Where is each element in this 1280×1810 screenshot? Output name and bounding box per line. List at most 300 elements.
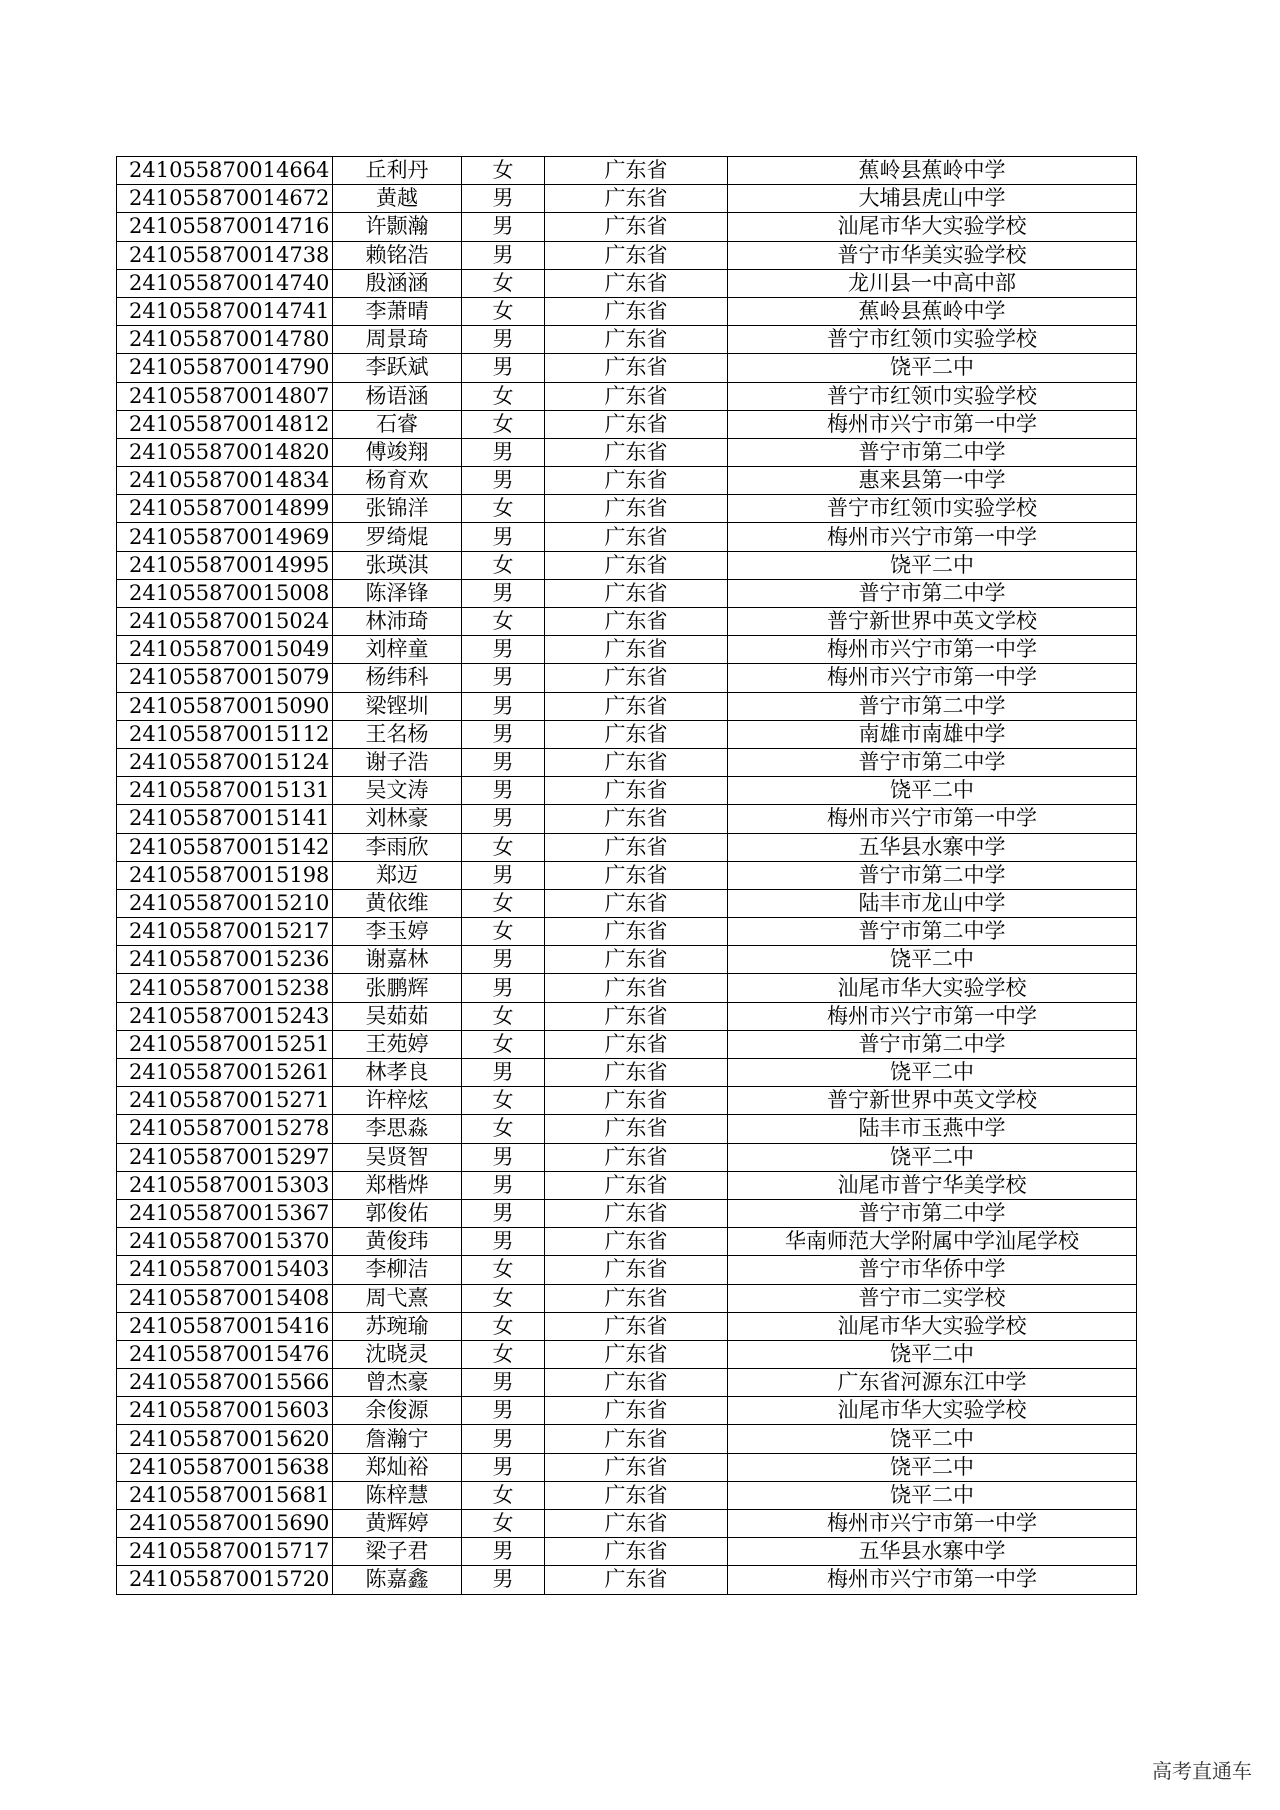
cell-gender: 男 (462, 579, 545, 607)
cell-student-name: 周弋熹 (333, 1284, 462, 1312)
cell-province: 广东省 (545, 467, 728, 495)
cell-student-name: 李雨欣 (333, 833, 462, 861)
table-row (117, 382, 1137, 410)
cell-gender: 女 (462, 297, 545, 325)
cell-province: 广东省 (545, 523, 728, 551)
cell-school: 饶平二中 (728, 946, 1137, 974)
cell-student-name: 李柳洁 (333, 1256, 462, 1284)
table-row (117, 1030, 1137, 1058)
cell-student-name: 曾杰豪 (333, 1369, 462, 1397)
table-row (117, 777, 1137, 805)
cell-province: 广东省 (545, 1284, 728, 1312)
cell-student-name: 刘梓童 (333, 636, 462, 664)
cell-province: 广东省 (545, 974, 728, 1002)
cell-province: 广东省 (545, 1481, 728, 1509)
cell-student-name: 吴茹茹 (333, 1002, 462, 1030)
cell-exam-number: 241055870014740 (117, 269, 333, 297)
cell-gender: 女 (462, 918, 545, 946)
cell-gender: 女 (462, 1087, 545, 1115)
cell-gender: 男 (462, 974, 545, 1002)
student-list-body (117, 157, 1137, 1595)
cell-school: 蕉岭县蕉岭中学 (728, 297, 1137, 325)
table-row (117, 1481, 1137, 1509)
cell-student-name: 张鹏辉 (333, 974, 462, 1002)
cell-school: 梅州市兴宁市第一中学 (728, 410, 1137, 438)
cell-exam-number: 241055870015236 (117, 946, 333, 974)
cell-school: 五华县水寨中学 (728, 1538, 1137, 1566)
cell-school: 饶平二中 (728, 1453, 1137, 1481)
cell-province: 广东省 (545, 636, 728, 664)
cell-school: 普宁市第二中学 (728, 692, 1137, 720)
watermark-text: 高考直通车 (1152, 1759, 1252, 1783)
cell-gender: 女 (462, 1115, 545, 1143)
table-row (117, 241, 1137, 269)
cell-exam-number: 241055870015238 (117, 974, 333, 1002)
cell-gender: 男 (462, 1538, 545, 1566)
cell-exam-number: 241055870015278 (117, 1115, 333, 1143)
cell-student-name: 谢嘉林 (333, 946, 462, 974)
table-row (117, 720, 1137, 748)
table-row (117, 1171, 1137, 1199)
cell-student-name: 黄越 (333, 185, 462, 213)
cell-student-name: 苏琬瑜 (333, 1312, 462, 1340)
cell-exam-number: 241055870015408 (117, 1284, 333, 1312)
cell-school: 惠来县第一中学 (728, 467, 1137, 495)
student-list-table (116, 156, 1137, 1595)
cell-exam-number: 241055870015049 (117, 636, 333, 664)
cell-gender: 男 (462, 1369, 545, 1397)
table-row (117, 664, 1137, 692)
cell-student-name: 罗绮焜 (333, 523, 462, 551)
cell-exam-number: 241055870015603 (117, 1397, 333, 1425)
table-row (117, 1059, 1137, 1087)
cell-exam-number: 241055870015403 (117, 1256, 333, 1284)
cell-province: 广东省 (545, 1143, 728, 1171)
table-row (117, 354, 1137, 382)
cell-exam-number: 241055870015024 (117, 608, 333, 636)
cell-school: 陆丰市龙山中学 (728, 889, 1137, 917)
table-row (117, 495, 1137, 523)
cell-gender: 女 (462, 551, 545, 579)
cell-gender: 女 (462, 269, 545, 297)
table-row (117, 1397, 1137, 1425)
cell-school: 普宁新世界中英文学校 (728, 1087, 1137, 1115)
cell-exam-number: 241055870015638 (117, 1453, 333, 1481)
cell-student-name: 杨语涵 (333, 382, 462, 410)
cell-exam-number: 241055870015090 (117, 692, 333, 720)
cell-province: 广东省 (545, 241, 728, 269)
cell-exam-number: 241055870014741 (117, 297, 333, 325)
table-row (117, 608, 1137, 636)
cell-student-name: 余俊源 (333, 1397, 462, 1425)
cell-province: 广东省 (545, 861, 728, 889)
table-row (117, 523, 1137, 551)
cell-student-name: 傅竣翔 (333, 438, 462, 466)
table-row (117, 297, 1137, 325)
cell-exam-number: 241055870015217 (117, 918, 333, 946)
cell-exam-number: 241055870015620 (117, 1425, 333, 1453)
table-row (117, 579, 1137, 607)
cell-exam-number: 241055870015367 (117, 1199, 333, 1227)
cell-exam-number: 241055870015251 (117, 1030, 333, 1058)
cell-gender: 男 (462, 748, 545, 776)
cell-gender: 男 (462, 1059, 545, 1087)
cell-gender: 男 (462, 636, 545, 664)
cell-exam-number: 241055870015142 (117, 833, 333, 861)
table-row (117, 692, 1137, 720)
cell-gender: 男 (462, 1199, 545, 1227)
cell-exam-number: 241055870015141 (117, 805, 333, 833)
table-row (117, 1115, 1137, 1143)
cell-school: 汕尾市华大实验学校 (728, 1397, 1137, 1425)
cell-school: 蕉岭县蕉岭中学 (728, 157, 1137, 185)
cell-student-name: 梁子君 (333, 1538, 462, 1566)
table-row (117, 833, 1137, 861)
cell-province: 广东省 (545, 326, 728, 354)
table-row (117, 1256, 1137, 1284)
cell-exam-number: 241055870015261 (117, 1059, 333, 1087)
cell-exam-number: 241055870015124 (117, 748, 333, 776)
cell-exam-number: 241055870015416 (117, 1312, 333, 1340)
cell-school: 普宁市第二中学 (728, 861, 1137, 889)
cell-gender: 女 (462, 1340, 545, 1368)
cell-exam-number: 241055870014790 (117, 354, 333, 382)
cell-exam-number: 241055870014664 (117, 157, 333, 185)
cell-school: 普宁市第二中学 (728, 918, 1137, 946)
table-row (117, 1002, 1137, 1030)
cell-student-name: 陈泽锋 (333, 579, 462, 607)
table-row (117, 1284, 1137, 1312)
cell-school: 饶平二中 (728, 1481, 1137, 1509)
cell-student-name: 张瑛淇 (333, 551, 462, 579)
cell-exam-number: 241055870015112 (117, 720, 333, 748)
table-row (117, 918, 1137, 946)
table-row (117, 636, 1137, 664)
cell-student-name: 黄辉婷 (333, 1510, 462, 1538)
cell-school: 普宁市华美实验学校 (728, 241, 1137, 269)
cell-school: 普宁市华侨中学 (728, 1256, 1137, 1284)
cell-school: 饶平二中 (728, 1143, 1137, 1171)
cell-province: 广东省 (545, 1171, 728, 1199)
cell-province: 广东省 (545, 1228, 728, 1256)
cell-student-name: 詹瀚宁 (333, 1425, 462, 1453)
table-row (117, 213, 1137, 241)
cell-exam-number: 241055870015681 (117, 1481, 333, 1509)
cell-school: 梅州市兴宁市第一中学 (728, 1510, 1137, 1538)
table-row (117, 1425, 1137, 1453)
cell-province: 广东省 (545, 664, 728, 692)
cell-student-name: 郑迈 (333, 861, 462, 889)
cell-school: 汕尾市华大实验学校 (728, 974, 1137, 1002)
cell-student-name: 殷涵涵 (333, 269, 462, 297)
cell-student-name: 王苑婷 (333, 1030, 462, 1058)
cell-province: 广东省 (545, 1397, 728, 1425)
cell-exam-number: 241055870014995 (117, 551, 333, 579)
table-row (117, 861, 1137, 889)
cell-province: 广东省 (545, 1538, 728, 1566)
cell-exam-number: 241055870014969 (117, 523, 333, 551)
cell-province: 广东省 (545, 1115, 728, 1143)
cell-gender: 男 (462, 720, 545, 748)
cell-student-name: 周景琦 (333, 326, 462, 354)
cell-student-name: 郑楷烨 (333, 1171, 462, 1199)
cell-exam-number: 241055870015717 (117, 1538, 333, 1566)
cell-exam-number: 241055870015566 (117, 1369, 333, 1397)
cell-school: 普宁市第二中学 (728, 1030, 1137, 1058)
cell-school: 梅州市兴宁市第一中学 (728, 1566, 1137, 1594)
cell-province: 广东省 (545, 410, 728, 438)
table-row (117, 1143, 1137, 1171)
cell-student-name: 郑灿裕 (333, 1453, 462, 1481)
cell-school: 普宁市二实学校 (728, 1284, 1137, 1312)
table-row (117, 1199, 1137, 1227)
cell-province: 广东省 (545, 1087, 728, 1115)
table-row (117, 889, 1137, 917)
cell-gender: 男 (462, 1453, 545, 1481)
cell-school: 普宁市红领巾实验学校 (728, 382, 1137, 410)
table-row (117, 438, 1137, 466)
cell-exam-number: 241055870014672 (117, 185, 333, 213)
cell-school: 普宁市红领巾实验学校 (728, 495, 1137, 523)
table-row (117, 946, 1137, 974)
cell-province: 广东省 (545, 1340, 728, 1368)
cell-school: 南雄市南雄中学 (728, 720, 1137, 748)
cell-school: 普宁市红领巾实验学校 (728, 326, 1137, 354)
table-row (117, 1228, 1137, 1256)
cell-exam-number: 241055870015271 (117, 1087, 333, 1115)
table-row (117, 1538, 1137, 1566)
cell-gender: 男 (462, 1143, 545, 1171)
cell-gender: 男 (462, 1425, 545, 1453)
cell-school: 汕尾市华大实验学校 (728, 213, 1137, 241)
cell-province: 广东省 (545, 608, 728, 636)
cell-exam-number: 241055870015243 (117, 1002, 333, 1030)
cell-school: 龙川县一中高中部 (728, 269, 1137, 297)
cell-gender: 女 (462, 1312, 545, 1340)
table-row (117, 1340, 1137, 1368)
cell-gender: 女 (462, 833, 545, 861)
cell-school: 饶平二中 (728, 1059, 1137, 1087)
cell-gender: 男 (462, 861, 545, 889)
cell-gender: 女 (462, 382, 545, 410)
cell-student-name: 丘利丹 (333, 157, 462, 185)
cell-exam-number: 241055870014807 (117, 382, 333, 410)
cell-province: 广东省 (545, 1425, 728, 1453)
cell-exam-number: 241055870015210 (117, 889, 333, 917)
table-row (117, 1566, 1137, 1594)
cell-school: 普宁市第二中学 (728, 579, 1137, 607)
cell-school: 五华县水寨中学 (728, 833, 1137, 861)
cell-exam-number: 241055870014738 (117, 241, 333, 269)
cell-exam-number: 241055870015476 (117, 1340, 333, 1368)
cell-province: 广东省 (545, 889, 728, 917)
cell-province: 广东省 (545, 269, 728, 297)
cell-student-name: 陈嘉鑫 (333, 1566, 462, 1594)
cell-student-name: 黄俊玮 (333, 1228, 462, 1256)
cell-gender: 女 (462, 889, 545, 917)
cell-gender: 男 (462, 1397, 545, 1425)
cell-province: 广东省 (545, 382, 728, 410)
cell-school: 汕尾市普宁华美学校 (728, 1171, 1137, 1199)
cell-exam-number: 241055870015131 (117, 777, 333, 805)
cell-student-name: 石睿 (333, 410, 462, 438)
cell-school: 饶平二中 (728, 354, 1137, 382)
cell-exam-number: 241055870014834 (117, 467, 333, 495)
cell-province: 广东省 (545, 918, 728, 946)
cell-gender: 女 (462, 1481, 545, 1509)
cell-gender: 女 (462, 1002, 545, 1030)
cell-gender: 男 (462, 1171, 545, 1199)
cell-school: 梅州市兴宁市第一中学 (728, 664, 1137, 692)
cell-gender: 女 (462, 410, 545, 438)
cell-school: 汕尾市华大实验学校 (728, 1312, 1137, 1340)
cell-province: 广东省 (545, 1199, 728, 1227)
cell-school: 饶平二中 (728, 1340, 1137, 1368)
table-row (117, 157, 1137, 185)
cell-gender: 女 (462, 495, 545, 523)
cell-province: 广东省 (545, 833, 728, 861)
cell-province: 广东省 (545, 1453, 728, 1481)
cell-exam-number: 241055870015370 (117, 1228, 333, 1256)
cell-school: 梅州市兴宁市第一中学 (728, 1002, 1137, 1030)
cell-student-name: 许颢瀚 (333, 213, 462, 241)
cell-gender: 男 (462, 777, 545, 805)
cell-gender: 男 (462, 664, 545, 692)
cell-school: 普宁市第二中学 (728, 1199, 1137, 1227)
cell-gender: 男 (462, 241, 545, 269)
table-row (117, 467, 1137, 495)
cell-province: 广东省 (545, 1002, 728, 1030)
cell-student-name: 梁铿圳 (333, 692, 462, 720)
cell-gender: 男 (462, 326, 545, 354)
cell-gender: 女 (462, 1284, 545, 1312)
cell-gender: 男 (462, 946, 545, 974)
cell-exam-number: 241055870015690 (117, 1510, 333, 1538)
cell-exam-number: 241055870014899 (117, 495, 333, 523)
cell-province: 广东省 (545, 720, 728, 748)
cell-exam-number: 241055870015720 (117, 1566, 333, 1594)
cell-province: 广东省 (545, 185, 728, 213)
table-row (117, 326, 1137, 354)
cell-school: 普宁市第二中学 (728, 748, 1137, 776)
cell-student-name: 林沛琦 (333, 608, 462, 636)
cell-gender: 女 (462, 608, 545, 636)
cell-school: 普宁新世界中英文学校 (728, 608, 1137, 636)
cell-student-name: 郭俊佑 (333, 1199, 462, 1227)
cell-student-name: 谢子浩 (333, 748, 462, 776)
table-row (117, 748, 1137, 776)
cell-province: 广东省 (545, 354, 728, 382)
table-row (117, 1453, 1137, 1481)
cell-student-name: 刘林豪 (333, 805, 462, 833)
cell-gender: 男 (462, 1228, 545, 1256)
cell-province: 广东省 (545, 1566, 728, 1594)
cell-exam-number: 241055870015008 (117, 579, 333, 607)
cell-school: 梅州市兴宁市第一中学 (728, 523, 1137, 551)
cell-gender: 男 (462, 467, 545, 495)
cell-exam-number: 241055870015198 (117, 861, 333, 889)
table-row (117, 551, 1137, 579)
cell-province: 广东省 (545, 1030, 728, 1058)
cell-student-name: 吴文涛 (333, 777, 462, 805)
table-row (117, 185, 1137, 213)
cell-gender: 女 (462, 1510, 545, 1538)
cell-student-name: 李跃斌 (333, 354, 462, 382)
table-row (117, 410, 1137, 438)
cell-gender: 男 (462, 805, 545, 833)
cell-province: 广东省 (545, 777, 728, 805)
cell-province: 广东省 (545, 1059, 728, 1087)
cell-exam-number: 241055870015297 (117, 1143, 333, 1171)
cell-province: 广东省 (545, 438, 728, 466)
cell-gender: 女 (462, 1030, 545, 1058)
cell-province: 广东省 (545, 946, 728, 974)
cell-province: 广东省 (545, 213, 728, 241)
cell-exam-number: 241055870015303 (117, 1171, 333, 1199)
cell-province: 广东省 (545, 1369, 728, 1397)
cell-province: 广东省 (545, 551, 728, 579)
cell-student-name: 许梓炫 (333, 1087, 462, 1115)
cell-province: 广东省 (545, 495, 728, 523)
cell-exam-number: 241055870014812 (117, 410, 333, 438)
cell-student-name: 王名杨 (333, 720, 462, 748)
cell-exam-number: 241055870014780 (117, 326, 333, 354)
cell-school: 广东省河源东江中学 (728, 1369, 1137, 1397)
cell-gender: 男 (462, 1566, 545, 1594)
cell-school: 饶平二中 (728, 551, 1137, 579)
cell-school: 饶平二中 (728, 777, 1137, 805)
cell-school: 华南师范大学附属中学汕尾学校 (728, 1228, 1137, 1256)
table-row (117, 1087, 1137, 1115)
cell-student-name: 林孝良 (333, 1059, 462, 1087)
cell-student-name: 杨纬科 (333, 664, 462, 692)
cell-student-name: 李萧晴 (333, 297, 462, 325)
table-row (117, 805, 1137, 833)
table-row (117, 974, 1137, 1002)
cell-exam-number: 241055870014820 (117, 438, 333, 466)
cell-student-name: 杨育欢 (333, 467, 462, 495)
cell-province: 广东省 (545, 1256, 728, 1284)
cell-province: 广东省 (545, 692, 728, 720)
cell-student-name: 张锦洋 (333, 495, 462, 523)
cell-school: 饶平二中 (728, 1425, 1137, 1453)
cell-gender: 男 (462, 213, 545, 241)
cell-province: 广东省 (545, 297, 728, 325)
cell-school: 梅州市兴宁市第一中学 (728, 805, 1137, 833)
cell-exam-number: 241055870014716 (117, 213, 333, 241)
cell-student-name: 陈梓慧 (333, 1481, 462, 1509)
cell-gender: 男 (462, 354, 545, 382)
table-row (117, 1510, 1137, 1538)
table-row (117, 1369, 1137, 1397)
cell-gender: 男 (462, 692, 545, 720)
cell-gender: 男 (462, 523, 545, 551)
cell-gender: 女 (462, 157, 545, 185)
cell-student-name: 吴贤智 (333, 1143, 462, 1171)
cell-province: 广东省 (545, 1510, 728, 1538)
cell-province: 广东省 (545, 805, 728, 833)
cell-gender: 女 (462, 1256, 545, 1284)
cell-province: 广东省 (545, 748, 728, 776)
cell-province: 广东省 (545, 579, 728, 607)
cell-student-name: 李思淼 (333, 1115, 462, 1143)
cell-gender: 男 (462, 438, 545, 466)
cell-student-name: 李玉婷 (333, 918, 462, 946)
cell-gender: 男 (462, 185, 545, 213)
cell-student-name: 沈晓灵 (333, 1340, 462, 1368)
cell-exam-number: 241055870015079 (117, 664, 333, 692)
cell-school: 大埔县虎山中学 (728, 185, 1137, 213)
